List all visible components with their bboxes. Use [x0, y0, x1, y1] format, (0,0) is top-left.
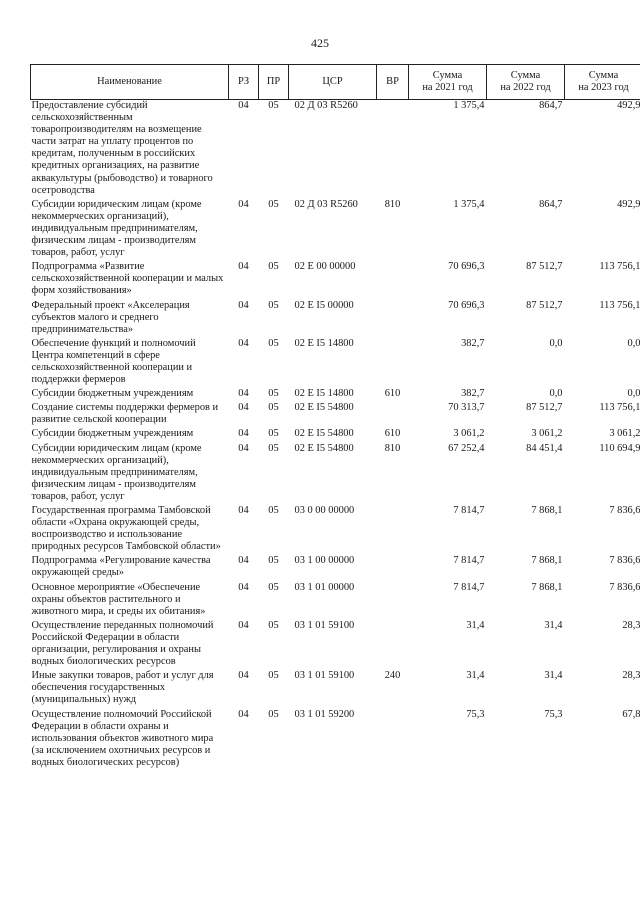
header-sum-2021-label: Сумма: [432, 70, 463, 81]
row-name: Обеспечение функций и полномочий Центра компетенций в сфере сельскохозяйственной кооперации и поддержки фермеров: [31, 337, 196, 386]
row-pr: 05: [268, 388, 279, 400]
row-vr: 610: [384, 428, 401, 440]
row-rz: 04: [238, 261, 249, 273]
row-sum-2023: 492,9: [617, 100, 640, 111]
row-sum-2023: 113 756,1: [599, 402, 640, 414]
row-rz: 04: [238, 428, 249, 440]
row-sum-2021: 382,7: [461, 337, 485, 349]
table-row: [31, 709, 640, 771]
row-sum-2021: 7 814,7: [453, 555, 485, 567]
row-csr: 02 Е I5 14800: [294, 337, 354, 349]
row-sum-2021: 75,3: [466, 708, 485, 720]
row-sum-2022: 31,4: [544, 619, 563, 631]
row-csr: 02 Е I5 00000: [294, 299, 354, 311]
row-sum-2022: 864,7: [539, 198, 563, 210]
row-vr: [377, 709, 409, 771]
row-name: Осуществление полномочий Российской Федерации в области охраны и использования объектов животного мира (за исключением охотничьих ресурсов и водных биологических ресурсов): [31, 708, 214, 768]
row-sum-2023: 113 756,1: [599, 261, 640, 273]
table-row: [31, 100, 640, 199]
row-name: Субсидии бюджетным учреждениям: [31, 428, 194, 440]
row-vr: 240: [384, 670, 401, 682]
header-sum-2021-year: на 2021 год: [422, 82, 473, 93]
header-sum-2023: [565, 65, 640, 100]
row-vr: [377, 555, 409, 581]
row-csr: 02 Д 03 R5260: [294, 198, 358, 210]
row-sum-2022: 0,0: [549, 388, 563, 400]
table-row: [31, 199, 640, 261]
row-sum-2022: 3 061,2: [531, 428, 563, 440]
table-row: [31, 402, 640, 428]
row-csr: 02 Е I5 14800: [294, 388, 354, 400]
row-csr: 03 0 00 00000: [294, 505, 355, 516]
row-sum-2023: 113 756,1: [599, 299, 640, 311]
row-sum-2021: 7 814,7: [453, 505, 485, 516]
row-sum-2023: 7 836,6: [609, 505, 640, 516]
row-name: Государственная программа Тамбовской области «Охрана окружающей среды, воспроизводство и использование природных ресурсов Тамбовской области»: [31, 505, 221, 553]
row-rz: 04: [238, 708, 249, 720]
row-pr: 05: [268, 619, 279, 631]
header-sum-2022-year: на 2022 год: [500, 82, 551, 93]
row-sum-2022: 0,0: [549, 337, 563, 349]
row-name: Осуществление переданных полномочий Российской Федерации в области организации, регулирования и охраны водных биологических ресурсов: [31, 619, 214, 668]
row-rz: 04: [238, 402, 249, 414]
row-sum-2023: 0,0: [627, 337, 640, 349]
row-pr: 05: [268, 505, 279, 516]
row-name: Иные закупки товаров, работ и услуг для обеспечения государственных (муниципальных) нужд: [31, 670, 214, 706]
row-rz: 04: [238, 619, 249, 631]
row-rz: 04: [238, 505, 249, 516]
row-vr: [377, 402, 409, 428]
row-rz: 04: [238, 442, 249, 454]
table-row: [31, 443, 640, 505]
row-sum-2023: 7 836,6: [609, 555, 640, 567]
row-csr: 03 1 01 59100: [294, 619, 355, 631]
row-sum-2021: 31,4: [466, 670, 485, 682]
row-vr: [377, 261, 409, 299]
row-pr: 05: [268, 442, 279, 454]
row-sum-2021: 382,7: [461, 388, 485, 400]
row-sum-2023: 0,0: [627, 388, 640, 400]
row-name: Субсидии бюджетным учреждениям: [31, 388, 194, 400]
row-csr: 02 Е I5 54800: [294, 428, 354, 440]
table-row: [31, 261, 640, 299]
row-sum-2023: 67,8: [622, 708, 640, 720]
row-name: Федеральный проект «Акселерация субъектов малого и среднего предпринимательства»: [31, 299, 190, 335]
header-name: Наименование: [31, 65, 229, 100]
row-csr: 03 1 01 00000: [294, 581, 355, 593]
row-sum-2022: 7 868,1: [531, 555, 563, 567]
row-vr: 810: [384, 198, 401, 210]
row-csr: 03 1 00 00000: [294, 555, 355, 567]
row-sum-2021: 31,4: [466, 619, 485, 631]
row-sum-2021: 70 313,7: [448, 402, 485, 414]
row-rz: 04: [238, 299, 249, 311]
row-sum-2023: 7 836,6: [609, 581, 640, 593]
row-pr: 05: [268, 261, 279, 273]
table-row: [31, 388, 640, 402]
row-name: Субсидии юридическим лицам (кроме некоммерческих организаций), индивидуальным предпринимателям, физическим лицам - производителям товаров, работ, услуг: [31, 198, 202, 259]
row-name: Субсидии юридическим лицам (кроме некоммерческих организаций), индивидуальным предпринимателям, физическим лицам - производителям товаров, работ, услуг: [31, 442, 202, 502]
table-header: [31, 65, 640, 100]
row-sum-2022: 75,3: [544, 708, 563, 720]
row-sum-2021: 7 814,7: [453, 581, 485, 593]
row-rz: 04: [238, 337, 249, 349]
row-sum-2021: 3 061,2: [453, 428, 485, 440]
row-csr: 02 Е I5 54800: [294, 442, 354, 454]
row-sum-2022: 87 512,7: [526, 402, 563, 414]
row-sum-2022: 87 512,7: [526, 261, 563, 273]
table-row: [31, 428, 640, 442]
header-sum-2021: [409, 65, 487, 100]
header-sum-2022-label: Сумма: [510, 70, 541, 81]
table-row: [31, 338, 640, 388]
row-sum-2021: 70 696,3: [448, 299, 485, 311]
row-csr: 03 1 01 59200: [294, 708, 355, 720]
table-row: [31, 582, 640, 620]
row-rz: 04: [238, 555, 249, 567]
row-sum-2023: 28,3: [622, 670, 640, 682]
table-row: [31, 670, 640, 708]
row-vr: [377, 505, 409, 555]
row-vr: [377, 582, 409, 620]
page-number: 425: [311, 36, 329, 50]
header-rz: РЗ: [229, 65, 259, 100]
row-sum-2021: 67 252,4: [448, 442, 485, 454]
table-row: [31, 300, 640, 338]
header-vr: ВР: [377, 65, 409, 100]
row-vr: [377, 300, 409, 338]
row-pr: 05: [268, 670, 279, 682]
row-pr: 05: [268, 402, 279, 414]
row-sum-2023: 492,9: [617, 198, 640, 210]
row-name: Предоставление субсидий сельскохозяйственным товаропроизводителям на возмещение части затрат на уплату процентов по кредитам, полученным в российских кредитных организациях, на развитие аквакультуры (рыбоводство) и товарного осетроводства: [31, 100, 213, 196]
row-name: Подпрограмма «Развитие сельскохозяйственной кооперации и малых форм хозяйствования»: [31, 261, 224, 297]
row-pr: 05: [268, 708, 279, 720]
row-csr: 02 Е 00 00000: [294, 261, 356, 273]
row-name: Подпрограмма «Регулирование качества окружающей среды»: [31, 555, 211, 579]
row-rz: 04: [238, 670, 249, 682]
row-sum-2022: 87 512,7: [526, 299, 563, 311]
row-rz: 04: [238, 100, 249, 111]
row-sum-2022: 7 868,1: [531, 581, 563, 593]
row-vr: 610: [384, 388, 401, 400]
budget-table: [30, 64, 640, 771]
row-sum-2021: 1 375,4: [453, 100, 485, 111]
row-name: Основное мероприятие «Обеспечение охраны объектов растительного и животного мира, и среды их обитания»: [31, 581, 206, 617]
table-row: [31, 505, 640, 555]
table-row: [31, 555, 640, 581]
row-pr: 05: [268, 428, 279, 440]
row-sum-2022: 84 451,4: [526, 442, 563, 454]
row-vr: 810: [384, 442, 401, 454]
row-vr: [377, 338, 409, 388]
table-body: [31, 100, 640, 771]
row-rz: 04: [238, 581, 249, 593]
row-vr: [377, 620, 409, 670]
row-rz: 04: [238, 198, 249, 210]
row-sum-2023: 110 694,9: [599, 442, 640, 454]
table-row: [31, 620, 640, 670]
row-sum-2021: 70 696,3: [448, 261, 485, 273]
row-pr: 05: [268, 198, 279, 210]
header-sum-2023-label: Сумма: [588, 70, 619, 81]
row-sum-2022: 31,4: [544, 670, 563, 682]
row-name: Создание системы поддержки фермеров и развитие сельской кооперации: [31, 402, 219, 426]
row-csr: 03 1 01 59100: [294, 670, 355, 682]
row-csr: 02 Д 03 R5260: [294, 100, 358, 111]
row-sum-2022: 864,7: [539, 100, 563, 111]
header-sum-2022: [487, 65, 565, 100]
row-csr: 02 Е I5 54800: [294, 402, 354, 414]
row-sum-2022: 7 868,1: [531, 505, 563, 516]
row-vr: [377, 100, 409, 199]
row-pr: 05: [268, 337, 279, 349]
row-pr: 05: [268, 299, 279, 311]
row-sum-2023: 3 061,2: [609, 428, 640, 440]
header-pr: ПР: [259, 65, 289, 100]
header-csr: ЦСР: [289, 65, 377, 100]
row-sum-2021: 1 375,4: [453, 198, 485, 210]
header-sum-2023-year: на 2023 год: [578, 82, 629, 93]
row-pr: 05: [268, 100, 279, 111]
row-pr: 05: [268, 581, 279, 593]
row-pr: 05: [268, 555, 279, 567]
row-rz: 04: [238, 388, 249, 400]
row-sum-2023: 28,3: [622, 619, 640, 631]
header-row: [31, 65, 640, 100]
